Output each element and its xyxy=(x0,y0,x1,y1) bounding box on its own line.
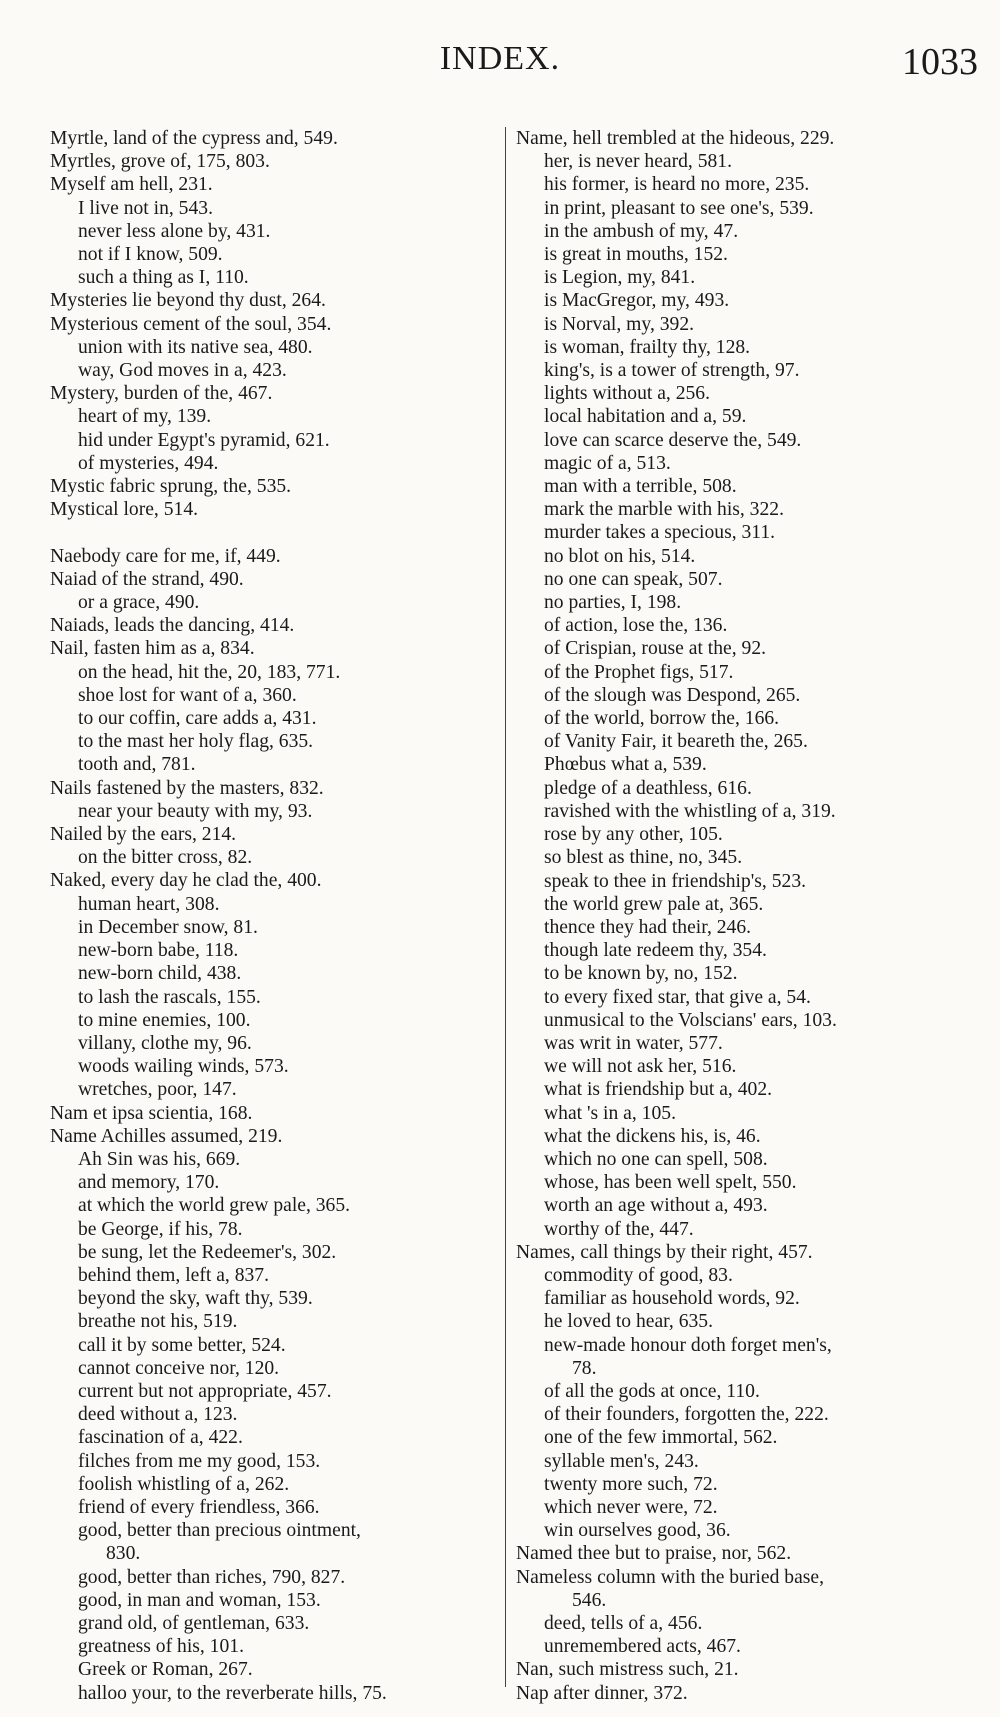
index-subentry: is Norval, my, 392. xyxy=(544,313,695,335)
page-title: INDEX. xyxy=(439,40,561,77)
index-subentry: of the Prophet figs, 517. xyxy=(544,661,734,683)
index-entry: Mystery, burden of the, 467. xyxy=(50,383,273,405)
index-subentry: thence they had their, 246. xyxy=(544,916,752,938)
index-subentry: no blot on his, 514. xyxy=(544,545,696,567)
index-subentry: new-born child, 438. xyxy=(78,963,242,985)
index-subentry: be George, if his, 78. xyxy=(78,1218,243,1240)
index-subentry: no parties, I, 198. xyxy=(544,592,682,614)
index-subentry: of their founders, forgotten the, 222. xyxy=(544,1404,829,1426)
index-subentry: not if I know, 509. xyxy=(78,244,223,266)
index-subentry: which never were, 72. xyxy=(544,1496,718,1518)
index-subentry: commodity of good, 83. xyxy=(544,1264,733,1286)
index-entry: Nameless column with the buried base, xyxy=(516,1566,824,1588)
index-subentry: what 's in a, 105. xyxy=(544,1102,676,1124)
blank-line xyxy=(50,521,490,544)
index-subentry: is woman, frailty thy, 128. xyxy=(544,336,751,358)
index-subentry: grand old, of gentleman, 633. xyxy=(78,1612,310,1634)
index-subentry: so blest as thine, no, 345. xyxy=(544,847,743,869)
index-subentry: union with its native sea, 480. xyxy=(78,336,313,358)
index-entry: Nailed by the ears, 214. xyxy=(50,824,237,846)
index-subentry: is great in mouths, 152. xyxy=(544,244,728,266)
index-subentry: to every fixed star, that give a, 54. xyxy=(544,986,811,1008)
index-subentry: wretches, poor, 147. xyxy=(78,1079,237,1101)
index-entry: Mystic fabric sprung, the, 535. xyxy=(50,476,292,498)
index-subentry: unmusical to the Volscians' ears, 103. xyxy=(544,1009,837,1031)
index-subentry: behind them, left a, 837. xyxy=(78,1264,269,1286)
index-subentry: speak to thee in friendship's, 523. xyxy=(544,870,807,892)
index-subentry: cannot conceive nor, 120. xyxy=(78,1357,280,1379)
index-subentry: lights without a, 256. xyxy=(544,383,711,405)
index-subentry: deed without a, 123. xyxy=(78,1404,238,1426)
index-subentry: good, better than riches, 790, 827. xyxy=(78,1566,346,1588)
index-subentry: which no one can spell, 508. xyxy=(544,1148,768,1170)
index-entry: Myself am hell, 231. xyxy=(50,174,213,196)
index-subentry: king's, is a tower of strength, 97. xyxy=(544,360,800,382)
index-subentry: win ourselves good, 36. xyxy=(544,1520,731,1542)
index-subentry: mark the marble with his, 322. xyxy=(544,499,784,521)
index-subentry: villany, clothe my, 96. xyxy=(78,1032,252,1054)
index-subentry: familiar as household words, 92. xyxy=(544,1288,800,1310)
index-entry: Myrtles, grove of, 175, 803. xyxy=(50,151,270,173)
index-subentry: Ah Sin was his, 669. xyxy=(78,1148,241,1170)
index-subentry: deed, tells of a, 456. xyxy=(544,1613,703,1634)
index-subentry: human heart, 308. xyxy=(78,893,220,915)
index-subentry: man with a terrible, 508. xyxy=(544,476,737,498)
index-entry: Naiads, leads the dancing, 414. xyxy=(50,615,295,637)
index-subentry: ravished with the whistling of a, 319. xyxy=(544,800,836,822)
index-entry: Mystical lore, 514. xyxy=(50,499,199,521)
index-subentry: I live not in, 543. xyxy=(78,197,213,219)
index-entry: Myrtle, land of the cypress and, 549. xyxy=(50,128,338,149)
index-subentry: love can scarce deserve the, 549. xyxy=(544,429,802,451)
index-subentry: in print, pleasant to see one's, 539. xyxy=(544,197,814,219)
index-subentry: breathe not his, 519. xyxy=(78,1311,238,1333)
index-subentry: friend of every friendless, 366. xyxy=(78,1496,320,1518)
index-entry: Name, hell trembled at the hideous, 229. xyxy=(516,128,835,149)
index-subentry: filches from me my good, 153. xyxy=(78,1450,321,1472)
index-subentry: to our coffin, care adds a, 431. xyxy=(78,708,317,730)
index-subentry: though late redeem thy, 354. xyxy=(544,940,767,962)
index-column-left xyxy=(50,127,490,1705)
index-subentry: twenty more such, 72. xyxy=(544,1473,718,1495)
index-subentry: magic of a, 513. xyxy=(544,452,671,474)
index-subentry: hid under Egypt's pyramid, 621. xyxy=(78,429,330,451)
index-entry: Nam et ipsa scientia, 168. xyxy=(50,1102,253,1124)
index-subentry: 78. xyxy=(572,1357,597,1379)
index-subentry: of Crispian, rouse at the, 92. xyxy=(544,638,767,660)
index-subentry: 546. xyxy=(572,1589,607,1611)
index-subentry: be sung, let the Redeemer's, 302. xyxy=(78,1241,337,1263)
index-subentry: to mine enemies, 100. xyxy=(78,1009,251,1031)
index-subentry: no one can speak, 507. xyxy=(544,568,723,590)
index-entry: Mysterious cement of the soul, 354. xyxy=(50,313,332,335)
index-subentry: halloo your, to the reverberate hills, 75. xyxy=(78,1682,387,1704)
index-subentry: to lash the rascals, 155. xyxy=(78,986,261,1008)
index-entry: Nan, such mistress such, 21. xyxy=(516,1659,739,1681)
index-subentry: good, in man and woman, 153. xyxy=(78,1589,321,1611)
index-entry: Names, call things by their right, 457. xyxy=(516,1241,813,1263)
index-subentry: call it by some better, 524. xyxy=(78,1334,286,1356)
index-subentry: never less alone by, 431. xyxy=(78,220,271,242)
index-column-right xyxy=(516,127,986,1705)
index-entry: Nail, fasten him as a, 834. xyxy=(50,638,255,660)
index-subentry: his former, is heard no more, 235. xyxy=(544,174,810,196)
index-subentry: new-made honour doth forget men's, xyxy=(544,1334,832,1356)
index-subentry: her, is never heard, 581. xyxy=(544,151,733,173)
index-subentry: way, God moves in a, 423. xyxy=(78,360,287,382)
index-entry: Name Achilles assumed, 219. xyxy=(50,1125,283,1147)
index-subentry: beyond the sky, waft thy, 539. xyxy=(78,1288,313,1310)
index-subentry: is MacGregor, my, 493. xyxy=(544,290,730,312)
index-subentry: Phœbus what a, 539. xyxy=(544,754,707,776)
index-subentry: one of the few immortal, 562. xyxy=(544,1427,778,1449)
index-entry: Nap after dinner, 372. xyxy=(516,1682,688,1704)
index-subentry: murder takes a specious, 311. xyxy=(544,522,776,544)
index-subentry: and memory, 170. xyxy=(78,1172,220,1194)
index-subentry: the world grew pale at, 365. xyxy=(544,893,764,915)
index-subentry: on the head, hit the, 20, 183, 771. xyxy=(78,661,341,683)
index-subentry: current but not appropriate, 457. xyxy=(78,1380,332,1402)
index-subentry: in the ambush of my, 47. xyxy=(544,220,739,242)
page-number: 1033 xyxy=(902,41,978,83)
index-subentry: of Vanity Fair, it beareth the, 265. xyxy=(544,731,808,753)
index-subentry: foolish whistling of a, 262. xyxy=(78,1473,290,1495)
index-subentry: greatness of his, 101. xyxy=(78,1636,244,1658)
index-subentry: woods wailing winds, 573. xyxy=(78,1056,289,1078)
index-subentry: to be known by, no, 152. xyxy=(544,963,738,985)
index-subentry: of action, lose the, 136. xyxy=(544,615,728,637)
index-subentry: unremembered acts, 467. xyxy=(544,1636,741,1658)
index-subentry: tooth and, 781. xyxy=(78,754,196,776)
index-subentry: Greek or Roman, 267. xyxy=(78,1659,253,1681)
index-subentry: worthy of the, 447. xyxy=(544,1218,694,1240)
index-subentry: what is friendship but a, 402. xyxy=(544,1079,773,1101)
index-subentry: local habitation and a, 59. xyxy=(544,406,747,428)
index-subentry: fascination of a, 422. xyxy=(78,1427,243,1449)
index-subentry: heart of my, 139. xyxy=(78,406,212,428)
index-entry: Naebody care for me, if, 449. xyxy=(50,545,281,567)
index-subentry: of the slough was Despond, 265. xyxy=(544,684,801,706)
index-subentry: to the mast her holy flag, 635. xyxy=(78,731,314,753)
index-subentry: shoe lost for want of a, 360. xyxy=(78,684,297,706)
index-entry: Named thee but to praise, nor, 562. xyxy=(516,1543,792,1565)
index-subentry: was writ in water, 577. xyxy=(544,1032,723,1054)
index-subentry: he loved to hear, 635. xyxy=(544,1311,713,1333)
index-subentry: pledge of a deathless, 616. xyxy=(544,777,752,799)
index-entry: Nails fastened by the masters, 832. xyxy=(50,777,324,799)
index-subentry: good, better than precious ointment, xyxy=(78,1520,361,1542)
index-entry: Naked, every day he clad the, 400. xyxy=(50,870,322,892)
index-subentry: new-born babe, 118. xyxy=(78,940,239,962)
index-subentry: near your beauty with my, 93. xyxy=(78,800,313,822)
index-subentry: at which the world grew pale, 365. xyxy=(78,1195,351,1217)
index-subentry: syllable men's, 243. xyxy=(544,1450,699,1472)
index-entry: Naiad of the strand, 490. xyxy=(50,568,244,590)
index-subentry: of mysteries, 494. xyxy=(78,452,219,474)
index-subentry: in December snow, 81. xyxy=(78,916,258,938)
index-entry: Mysteries lie beyond thy dust, 264. xyxy=(50,290,326,312)
index-subentry: is Legion, my, 841. xyxy=(544,267,696,289)
index-subentry: or a grace, 490. xyxy=(78,592,200,614)
index-subentry: what the dickens his, is, 46. xyxy=(544,1125,761,1147)
index-subentry: on the bitter cross, 82. xyxy=(78,847,253,869)
index-subentry: 830. xyxy=(106,1543,141,1565)
column-divider xyxy=(505,127,506,1687)
index-subentry: worth an age without a, 493. xyxy=(544,1195,768,1217)
index-subentry: rose by any other, 105. xyxy=(544,824,723,846)
index-subentry: of the world, borrow the, 166. xyxy=(544,708,780,730)
index-subentry: of all the gods at once, 110. xyxy=(544,1380,760,1402)
page-header xyxy=(0,40,1000,90)
index-subentry: whose, has been well spelt, 550. xyxy=(544,1172,797,1194)
index-subentry: we will not ask her, 516. xyxy=(544,1056,737,1078)
index-subentry: such a thing as I, 110. xyxy=(78,267,249,289)
